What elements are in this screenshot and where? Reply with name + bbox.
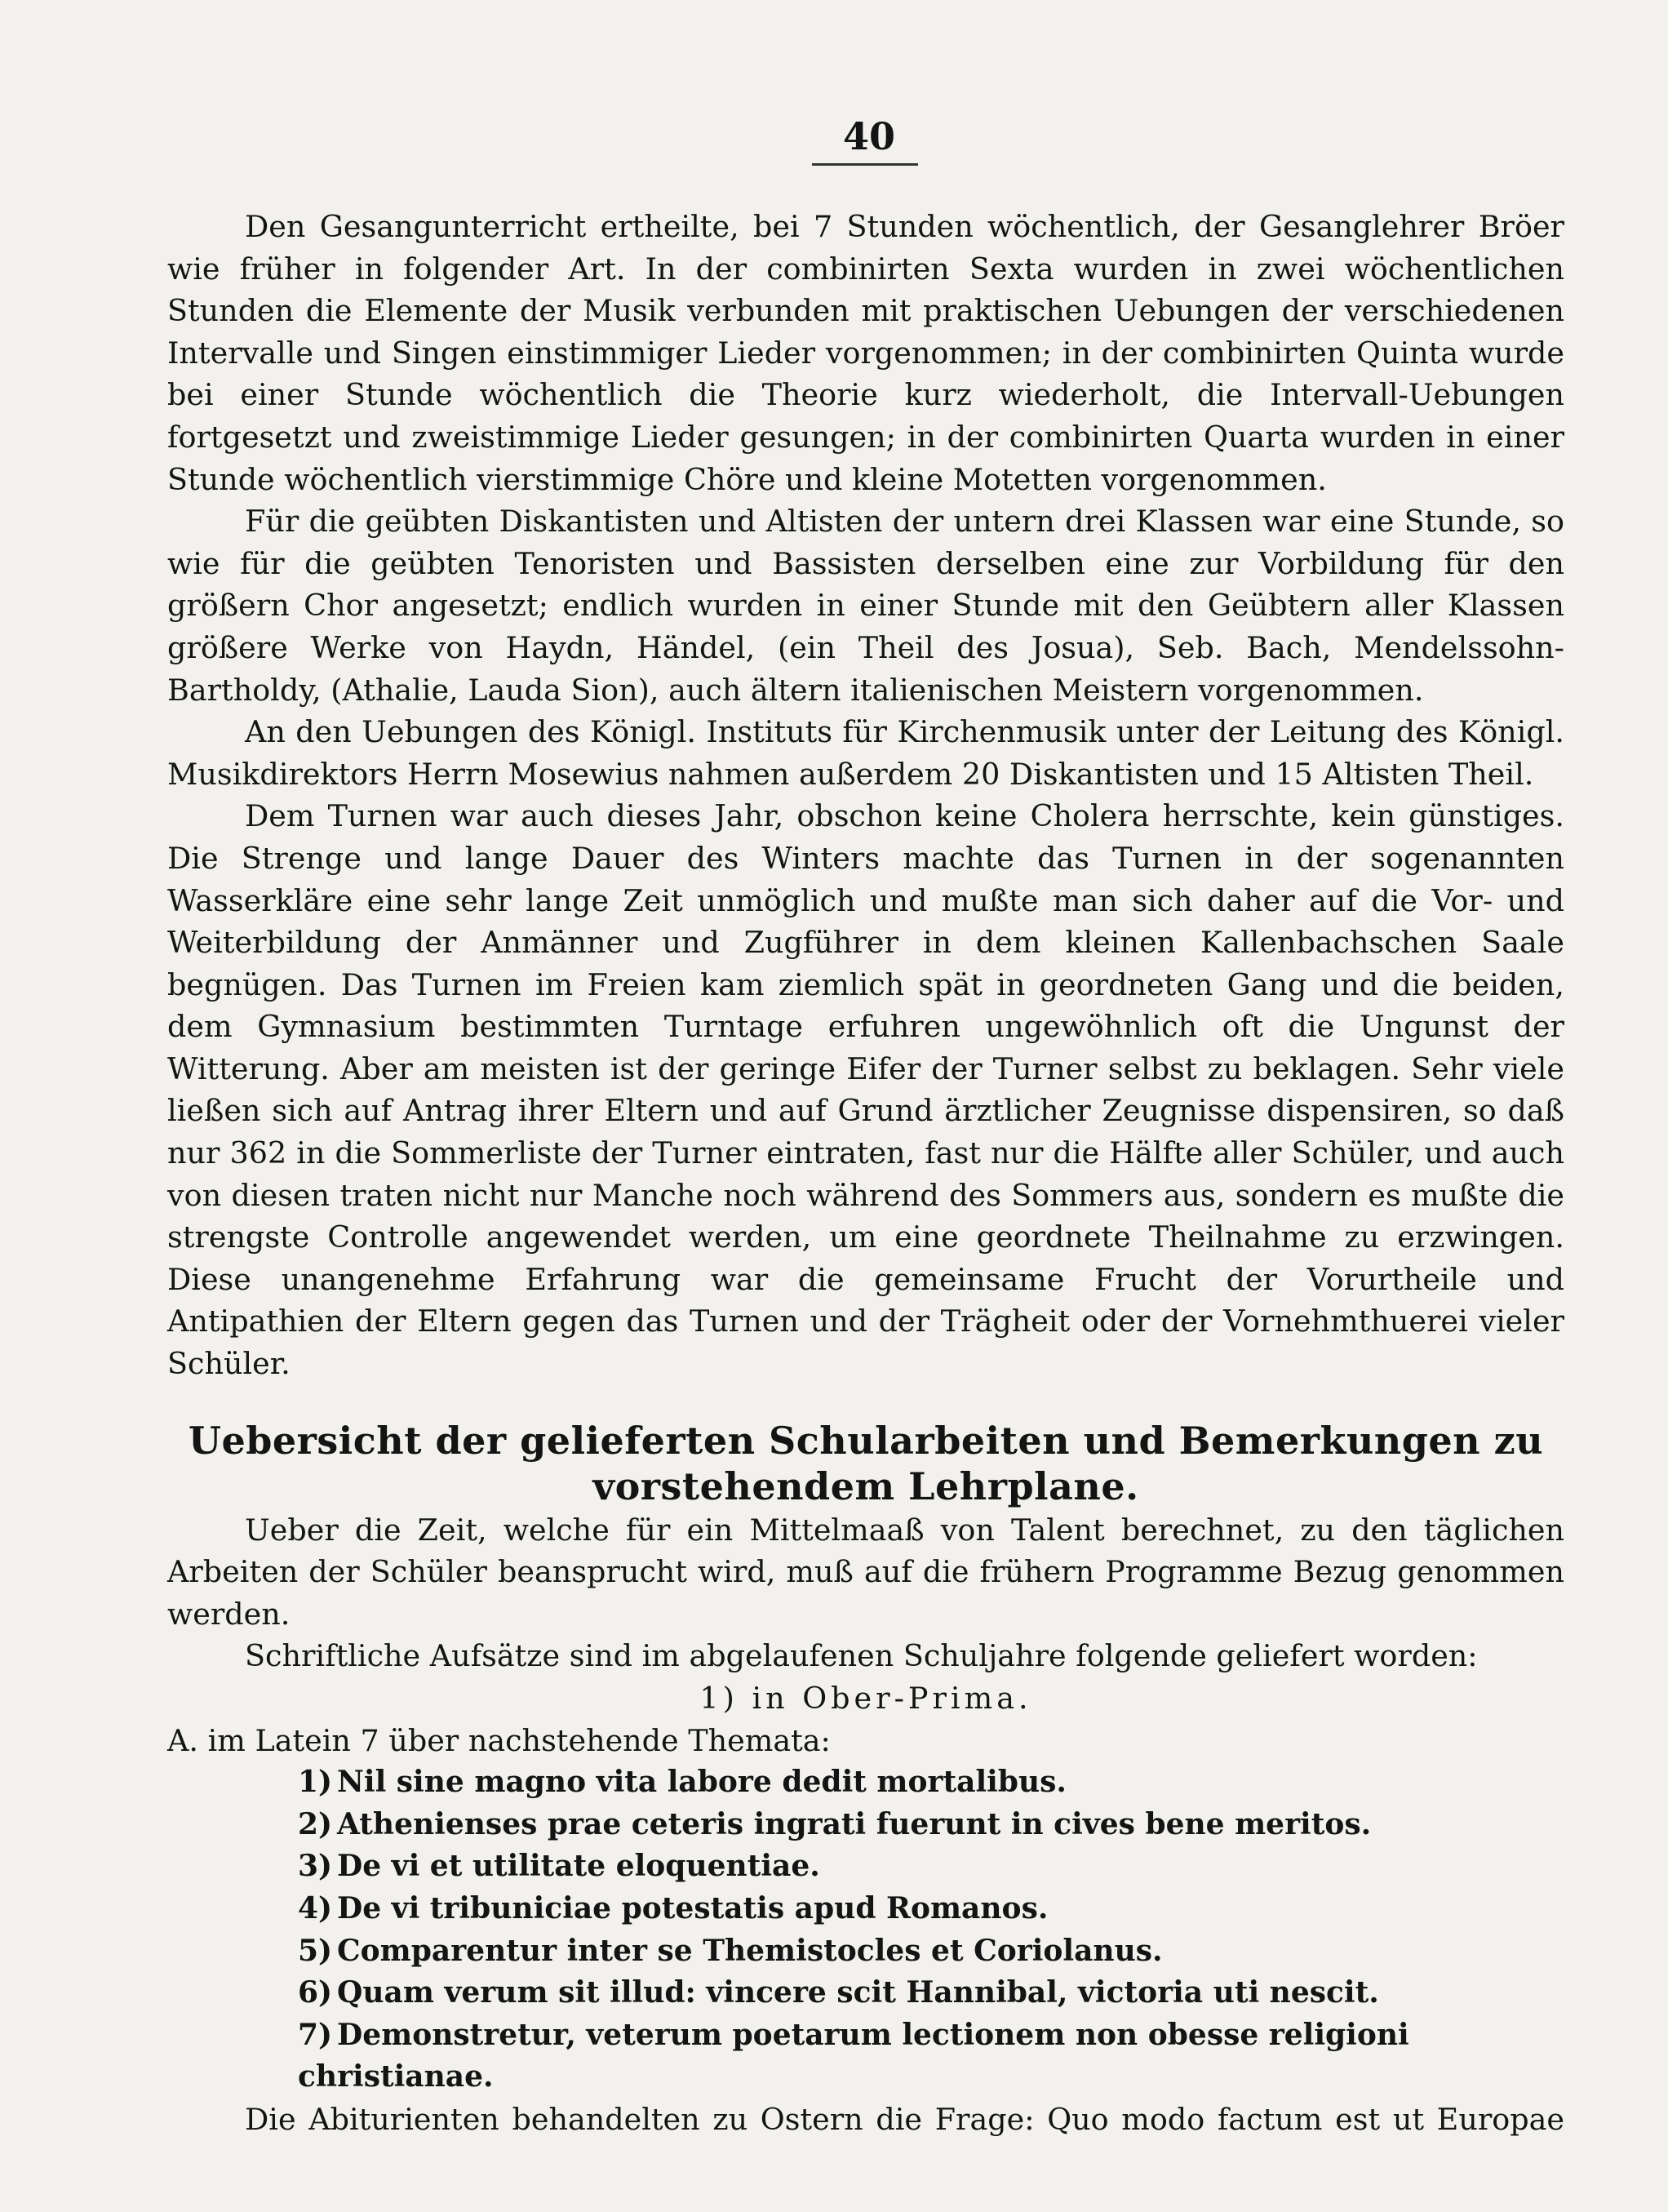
theme-item — [298, 1930, 1564, 1973]
section-a-latin: A. im Latein 7 über nachstehende Themata: — [167, 1722, 831, 1758]
theme-item — [298, 1761, 1564, 1804]
theme-text: De vi et utilitate eloquentiae. — [337, 1849, 820, 1884]
theme-number: 6) — [298, 1975, 333, 2010]
paragraph-singing: Den Gesangunterricht ertheilte, bei 7 Stunden wöchentlich, der Gesanglehrer Bröer wie früher in folgender Art. In der combinirten Sexta wurden in zwei wöchentlichen Stunden die Elemente der Musik verbunden mit praktischen Uebungen der verschiedenen Intervalle und Singen einstimmiger Lieder vorgenommen; in der combinirten Quinta wurde bei einer Stunde wöchentlich die Theorie kurz wiederholt, die Intervall-Uebungen fortgesetzt und zweistimmige Lieder gesungen; in der combinirten Quarta wurden in einer Stunde wöchentlich vierstimmige Chöre und kleine Motetten vorgenommen. — [167, 209, 1564, 497]
paragraph-abiturienten: Die Abiturienten behandelten zu Ostern die Frage: Quo modo factum est ut Europae — [245, 2101, 1564, 2137]
theme-item — [298, 1804, 1564, 1846]
paragraph-choir: Für die geübten Diskantisten und Altisten der untern drei Klassen war eine Stunde, so wie für die geübten Tenoristen und Bassisten derselben eine zur Vorbildung für den größern Chor angesetzt; endlich wurden in einer Stunde mit den Geübtern aller Klassen größere Werke von Haydn, Händel, (ein Theil des Josua), Seb. Bach, Mendelssohn-Bartholdy, (Athalie, Lauda Sion), auch ältern italienischen Meistern vorgenommen. — [167, 504, 1564, 708]
page-number-underline — [812, 163, 918, 166]
theme-number: 4) — [298, 1890, 333, 1926]
theme-text: Quam verum sit illud: vincere scit Hannibal, victoria uti nescit. — [337, 1975, 1379, 2010]
theme-number: 7) — [298, 2017, 333, 2052]
section-heading: Uebersicht der gelieferten Schularbeiten und Bemerkungen zu vorstehendem Lehrplane. — [188, 1418, 1544, 1508]
theme-number: 2) — [298, 1806, 333, 1841]
paragraph-time: Ueber die Zeit, welche für ein Mittelmaaß von Talent berechnet, zu den täglichen Arbeiten der Schüler beansprucht wird, muß auf die frühern Programme Bezug genommen werden. — [167, 1512, 1564, 1632]
theme-list — [167, 1761, 1564, 2099]
paragraph-gymnastics: Dem Turnen war auch dieses Jahr, obschon keine Cholera herrschte, kein günstiges. Die Strenge und lange Dauer des Winters machte das Turnen in der sogenannten Wasserkläre eine sehr lange Zeit unmöglich und mußte man sich daher auf die Vor- und Weiterbildung der Anmänner und Zugführer in dem kleinen Kallenbachschen Saale begnügen. Das Turnen im Freien kam ziemlich spät in geordneten Gang und die beiden, dem Gymnasium bestimmten Turntage erfuhren ungewöhnlich oft die Ungunst der Witterung. Aber am meisten ist der geringe Eifer der Turner selbst zu beklagen. Sehr viele ließen sich auf Antrag ihrer Eltern und auf Grund ärztlicher Zeugnisse dispensiren, so daß nur 362 in die Sommerliste der Turner eintraten, fast nur die Hälfte aller Schüler, und auch von diesen traten nicht nur Manche noch während des Sommers aus, sondern es mußte die strengste Controlle angewendet werden, um eine geordnete Theilnahme zu erzwingen. Diese unangenehme Erfahrung war die gemeinsame Frucht der Vorurtheile und Antipathien der Eltern gegen das Turnen und der Trägheit oder der Vornehmthuerei vieler Schüler. — [167, 798, 1564, 1382]
page-number: 40 — [842, 114, 895, 158]
theme-text: Demonstretur, veterum poetarum lectionem non obesse religioni christianae. — [298, 2017, 1409, 2094]
paragraph-essays: Schriftliche Aufsätze sind im abgelaufenen Schuljahre folgende geliefert worden: — [245, 1638, 1478, 1674]
theme-item — [298, 1972, 1564, 2014]
theme-text: Nil sine magno vita labore dedit mortalibus. — [337, 1765, 1067, 1800]
theme-text: De vi tribuniciae potestatis apud Romanos. — [337, 1890, 1049, 1926]
theme-text: Comparentur inter se Themistocles et Coriolanus. — [337, 1933, 1163, 1968]
theme-text: Athenienses prae ceteris ingrati fuerunt in cives bene meritos. — [337, 1806, 1372, 1841]
theme-number: 1) — [298, 1765, 333, 1800]
body-text — [167, 206, 1564, 2141]
class-heading: 1) in Ober-Prima. — [699, 1681, 1032, 1716]
theme-item — [298, 2014, 1564, 2099]
theme-number: 3) — [298, 1849, 333, 1884]
theme-item — [298, 1888, 1564, 1930]
theme-item — [298, 1846, 1564, 1888]
theme-number: 5) — [298, 1933, 333, 1968]
paragraph-church-music: An den Uebungen des Königl. Instituts für Kirchenmusik unter der Leitung des Königl. Musikdirektors Herrn Mosewius nahmen außerdem 20 Diskantisten und 15 Altisten Theil. — [167, 714, 1564, 792]
